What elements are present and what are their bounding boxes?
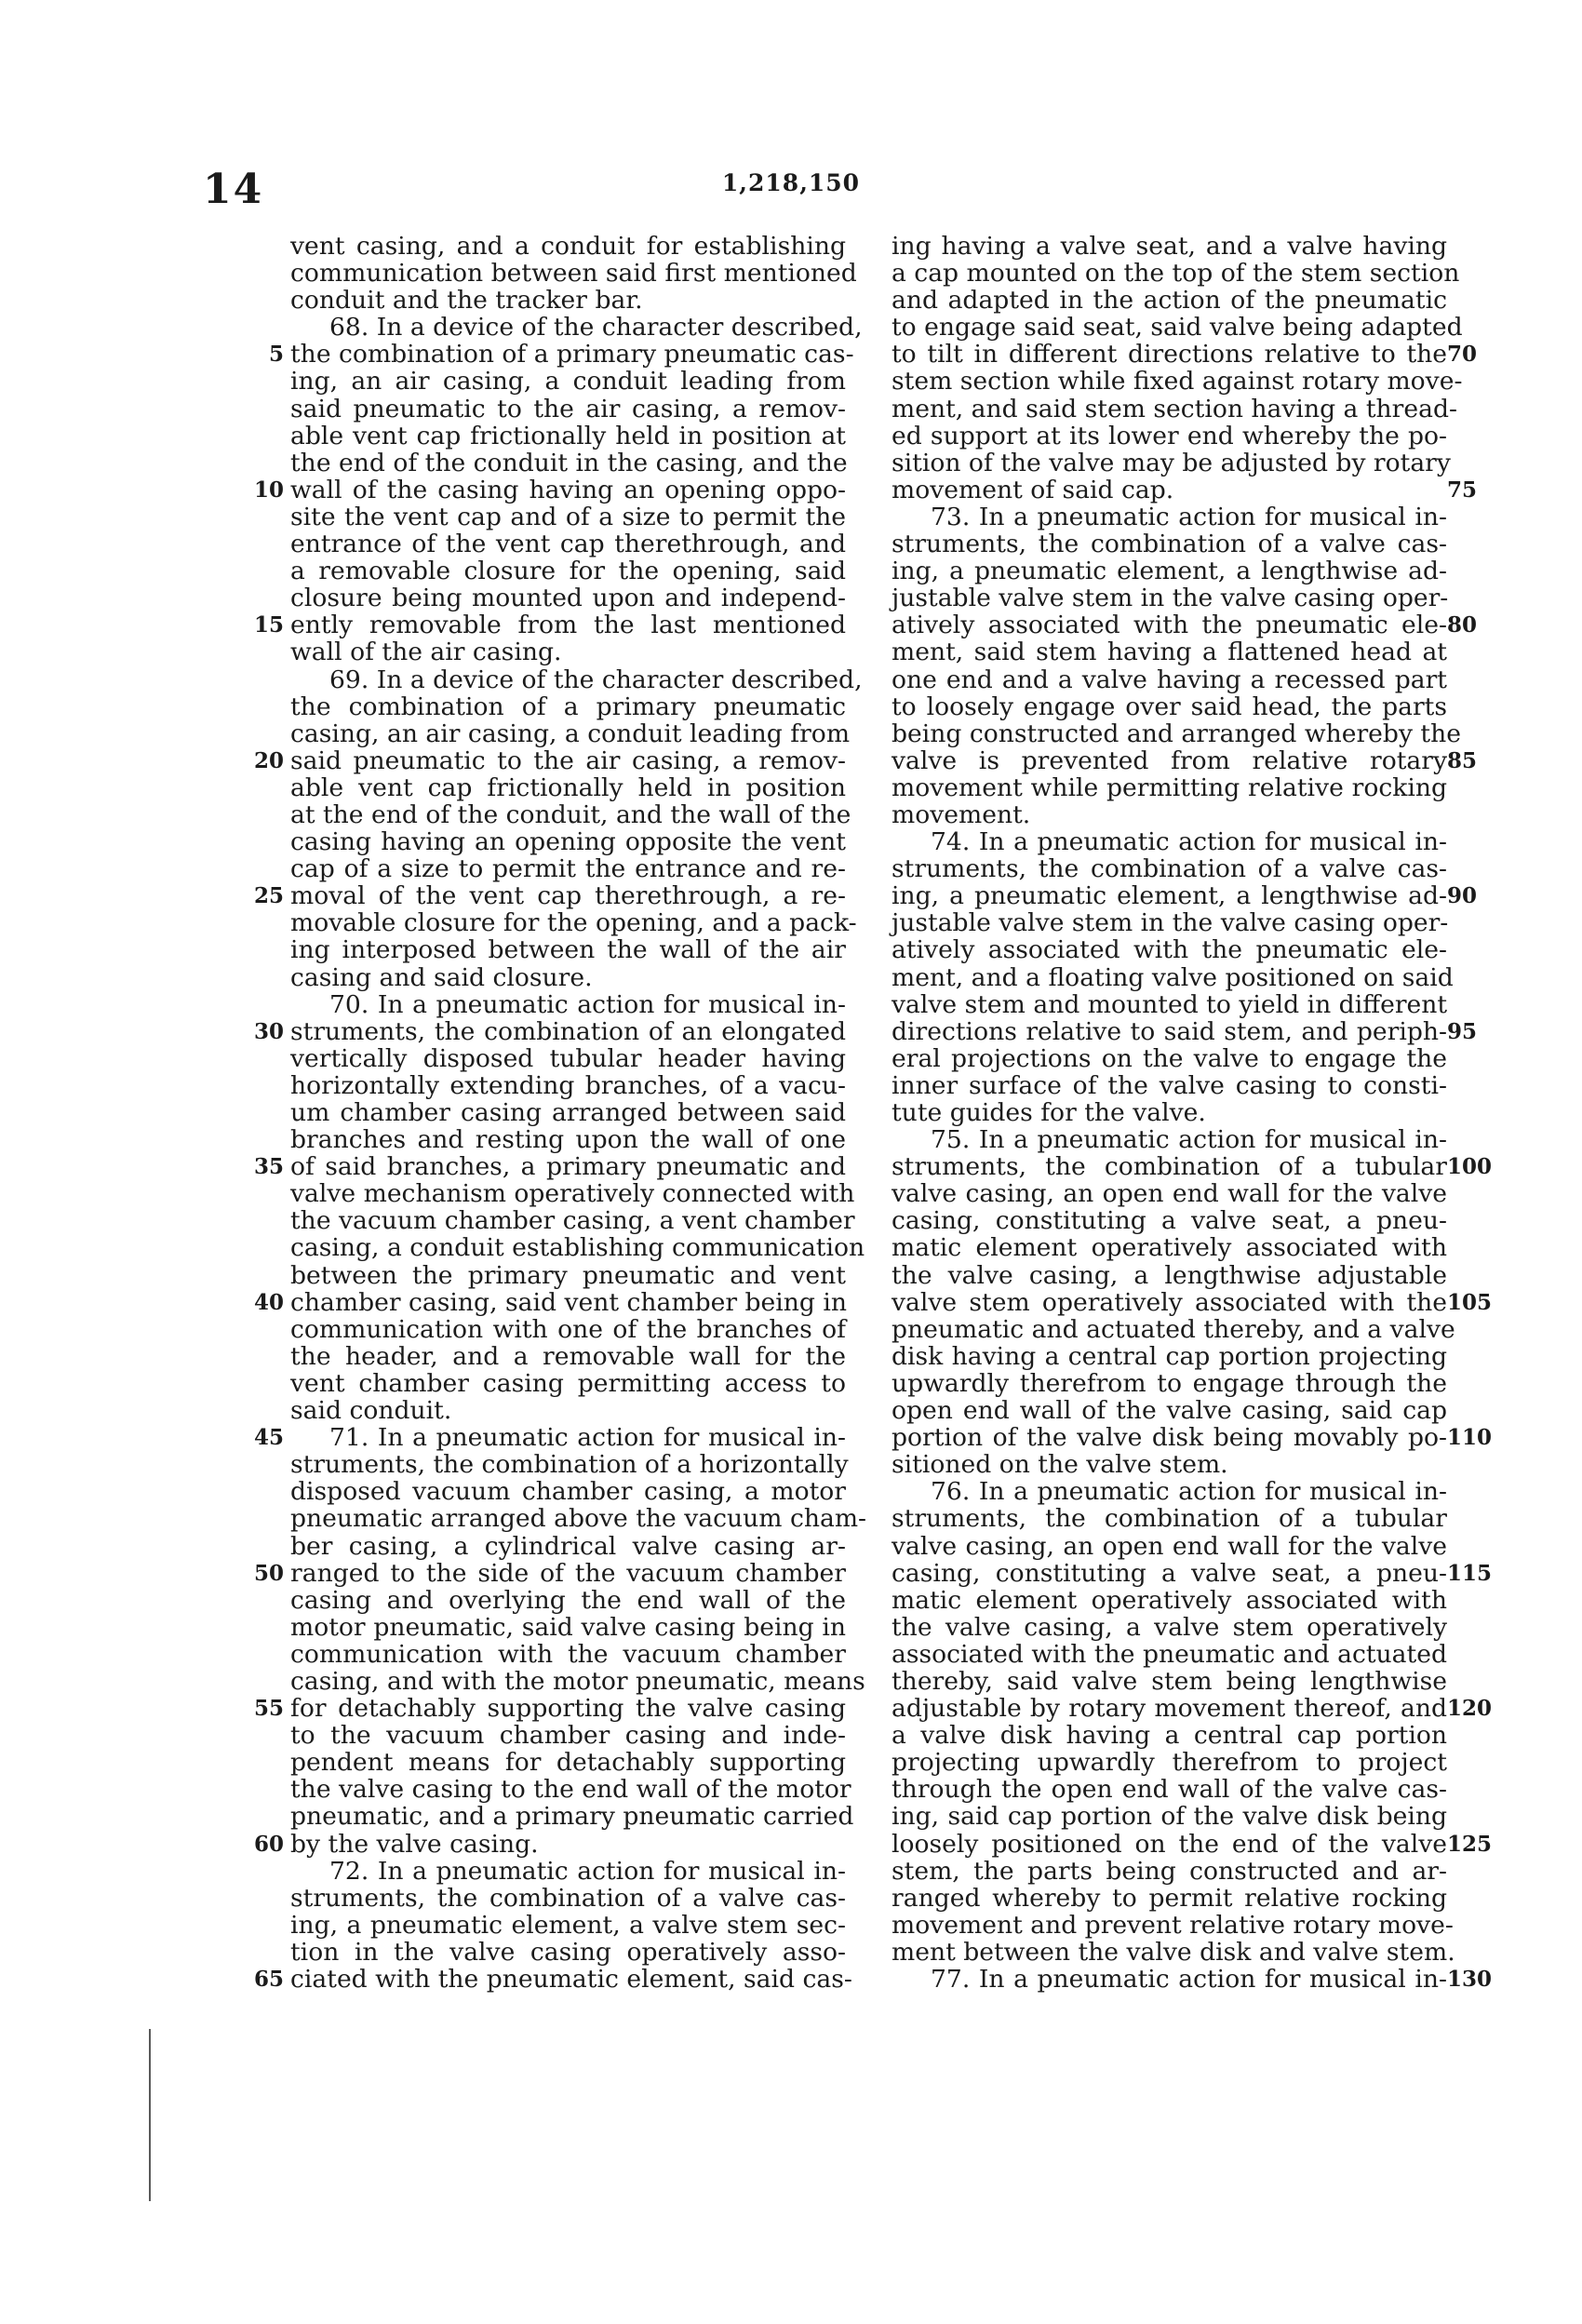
text-line: said pneumatic to the air casing, a remov- [290, 394, 846, 423]
text-line: ently removable from the last mentioned [290, 611, 846, 640]
text-line: chamber casing, said vent chamber being in [290, 1287, 848, 1317]
text-line: able vent cap frictionally held in position at [290, 421, 846, 450]
text-line: struments, the combination of a valve cas- [892, 530, 1447, 559]
text-line: and adapted in the action of the pneumatic [892, 286, 1447, 316]
line-number: 105 [1447, 1289, 1493, 1315]
text-line: to tilt in different directions relative to the [892, 340, 1447, 369]
text-line: valve casing, an open end wall for the valve [892, 1179, 1447, 1209]
text-line: 68. In a device of the character described, [329, 313, 863, 343]
text-line: atively associated with the pneumatic ele- [892, 611, 1447, 640]
line-number: 70 [1447, 342, 1478, 368]
text-line: directions relative to said stem, and periph- [892, 1016, 1447, 1046]
text-line: justable valve stem in the valve casing oper- [892, 584, 1449, 613]
text-line: ber casing, a cylindrical valve casing ar- [290, 1531, 846, 1561]
text-line: 77. In a pneumatic action for musical in- [931, 1965, 1447, 1994]
line-number: 5 [268, 342, 284, 368]
text-line: ing, a pneumatic element, a lengthwise ad- [892, 557, 1447, 586]
text-line: 69. In a device of the character described, [329, 665, 863, 694]
line-number: 95 [1447, 1018, 1478, 1044]
text-line: the valve casing, a valve stem operatively [892, 1612, 1447, 1642]
line-number: 85 [1447, 747, 1478, 773]
text-line: sitioned on the valve stem. [892, 1450, 1228, 1480]
text-line: wall of the air casing. [290, 638, 562, 667]
text-line: 73. In a pneumatic action for musical in- [931, 502, 1447, 531]
text-line: tion in the valve casing operatively asso- [290, 1937, 846, 1967]
line-number: 50 [253, 1560, 284, 1586]
text-line: ment between the valve disk and valve stem. [892, 1937, 1455, 1967]
text-line: through the open end wall of the valve cas- [892, 1775, 1447, 1805]
line-number: 125 [1447, 1831, 1493, 1857]
line-number: 115 [1447, 1560, 1493, 1586]
text-line: site the vent cap and of a size to permit the [290, 502, 846, 531]
line-number: 40 [253, 1289, 284, 1315]
line-number: 110 [1447, 1425, 1493, 1451]
text-line: between the primary pneumatic and vent [290, 1260, 846, 1290]
text-line: vent casing, and a conduit for establishing [290, 232, 846, 261]
text-line: being constructed and arranged whereby the [892, 719, 1461, 748]
text-line: communication between said first mentioned [290, 259, 857, 289]
text-line: tute guides for the valve. [892, 1098, 1206, 1127]
text-line: movement and prevent relative rotary move- [892, 1910, 1454, 1940]
text-line: struments, the combination of a tubular [892, 1152, 1447, 1182]
line-number: 80 [1447, 612, 1478, 638]
line-number: 35 [253, 1154, 284, 1180]
text-line: disposed vacuum chamber casing, a motor [290, 1477, 846, 1507]
text-line: casing, and with the motor pneumatic, means [290, 1666, 865, 1696]
text-line: moval of the vent cap therethrough, a re- [290, 881, 846, 911]
text-line: adjustable by rotary movement thereof, and [892, 1694, 1447, 1724]
text-line: casing, constituting a valve seat, a pneu- [892, 1558, 1447, 1588]
line-number: 100 [1447, 1154, 1493, 1180]
text-line: 71. In a pneumatic action for musical in- [329, 1423, 846, 1453]
line-number: 130 [1447, 1967, 1493, 1993]
text-line: casing, constituting a valve seat, a pneu- [892, 1206, 1447, 1236]
text-line: eral projections on the valve to engage the [892, 1043, 1447, 1073]
text-line: for detachably supporting the valve casing [290, 1694, 846, 1724]
left-text-column [290, 232, 867, 1994]
text-line: valve stem and mounted to yield in different [892, 989, 1448, 1019]
text-line: matic element operatively associated with [892, 1233, 1447, 1263]
text-line: entrance of the vent cap therethrough, and [290, 530, 846, 559]
line-number: 120 [1447, 1696, 1493, 1722]
text-line: loosely positioned on the end of the valve [892, 1829, 1447, 1859]
text-line: ing, said cap portion of the valve disk being [892, 1802, 1447, 1832]
line-number: 30 [253, 1018, 284, 1044]
text-line: ing interposed between the wall of the air [290, 935, 846, 965]
text-line: associated with the pneumatic and actuated [892, 1639, 1447, 1669]
text-line: cap of a size to permit the entrance and re- [290, 854, 846, 884]
text-line: struments, the combination of an elongated [290, 1016, 846, 1046]
text-line: portion of the valve disk being movably po- [892, 1423, 1447, 1453]
text-line: casing and overlying the end wall of the [290, 1585, 846, 1615]
text-line: valve casing, an open end wall for the valve [892, 1531, 1447, 1561]
text-line: the valve casing, a lengthwise adjustable [892, 1260, 1447, 1290]
text-line: a removable closure for the opening, said [290, 557, 846, 586]
text-line: motor pneumatic, said valve casing being in [290, 1612, 846, 1642]
text-line: conduit and the tracker bar. [290, 286, 643, 316]
text-line: ed support at its lower end whereby the po- [892, 421, 1447, 450]
text-line: pneumatic arranged above the vacuum cham- [290, 1504, 867, 1534]
text-line: ranged whereby to permit relative rocking [892, 1883, 1447, 1913]
text-line: struments, the combination of a valve cas- [290, 1883, 846, 1913]
text-line: open end wall of the valve casing, said cap [892, 1396, 1447, 1426]
text-line: projecting upwardly therefrom to project [892, 1748, 1447, 1778]
text-line: sition of the valve may be adjusted by rotary [892, 448, 1451, 477]
text-line: the end of the conduit in the casing, and the [290, 448, 848, 477]
text-line: ment, said stem having a flattened head at [892, 638, 1447, 667]
text-line: stem section while fixed against rotary move- [892, 367, 1463, 396]
text-line: ing, a pneumatic element, a valve stem sec- [290, 1910, 846, 1940]
text-line: pneumatic, and a primary pneumatic carried [290, 1802, 854, 1832]
text-line: movement of said cap. [892, 475, 1174, 504]
text-line: casing having an opening opposite the vent [290, 827, 846, 857]
line-number: 10 [253, 477, 284, 503]
text-line: ing having a valve seat, and a valve having [892, 232, 1447, 261]
text-line: to the vacuum chamber casing and inde- [290, 1721, 846, 1751]
text-line: the vacuum chamber casing, a vent chamber [290, 1206, 855, 1236]
text-line: matic element operatively associated with [892, 1585, 1447, 1615]
text-line: valve stem operatively associated with the [892, 1287, 1447, 1317]
text-line: atively associated with the pneumatic ele- [892, 935, 1447, 965]
text-line: 72. In a pneumatic action for musical in- [329, 1856, 846, 1886]
text-line: to loosely engage over said head, the parts [892, 692, 1447, 721]
scan-edge-rule [149, 2029, 151, 2201]
text-line: casing, an air casing, a conduit leading from [290, 719, 851, 748]
text-line: the header, and a removable wall for the [290, 1341, 846, 1371]
line-number: 45 [253, 1425, 284, 1451]
text-line: 75. In a pneumatic action for musical in- [931, 1125, 1447, 1155]
text-line: wall of the casing having an opening oppo- [290, 475, 846, 504]
text-line: said conduit. [290, 1396, 452, 1426]
text-line: justable valve stem in the valve casing oper- [892, 908, 1449, 938]
line-number: 25 [253, 883, 284, 909]
text-line: horizontally extending branches, of a vacu- [290, 1070, 846, 1100]
text-line: ranged to the side of the vacuum chamber [290, 1558, 846, 1588]
text-line: the valve casing to the end wall of the motor [290, 1775, 851, 1805]
text-line: able vent cap frictionally held in position [290, 772, 846, 802]
text-line: the combination of a primary pneumatic [290, 692, 846, 721]
text-line: movement. [892, 799, 1031, 829]
text-line: ment, and a floating valve positioned on said [892, 962, 1454, 992]
text-line: struments, the combination of a valve cas- [892, 854, 1447, 884]
text-line: movement while permitting relative rocking [892, 772, 1447, 802]
text-line: said pneumatic to the air casing, a remov- [290, 746, 846, 775]
text-line: communication with the vacuum chamber [290, 1639, 846, 1669]
text-line: valve mechanism operatively connected with [290, 1179, 855, 1209]
text-line: to engage said seat, said valve being adapted [892, 313, 1463, 343]
text-line: a cap mounted on the top of the stem section [892, 259, 1460, 289]
line-number: 20 [253, 747, 284, 773]
line-number: 75 [1447, 477, 1478, 503]
text-line: struments, the combination of a tubular [892, 1504, 1447, 1534]
patent-number: 1,218,150 [721, 169, 861, 196]
text-line: branches and resting upon the wall of one [290, 1125, 846, 1155]
text-line: vertically disposed tubular header having [290, 1043, 846, 1073]
text-line: valve is prevented from relative rotary [892, 746, 1447, 775]
text-line: upwardly therefrom to engage through the [892, 1368, 1447, 1398]
text-line: disk having a central cap portion projecting [892, 1341, 1447, 1371]
text-line: vent chamber casing permitting access to [290, 1368, 846, 1398]
text-line: inner surface of the valve casing to consti- [892, 1070, 1447, 1100]
text-line: casing, a conduit establishing communication [290, 1233, 865, 1263]
text-line: by the valve casing. [290, 1829, 539, 1859]
text-line: a valve disk having a central cap portion [892, 1721, 1447, 1751]
text-line: ment, and said stem section having a thread- [892, 394, 1457, 423]
text-line: 76. In a pneumatic action for musical in- [931, 1477, 1447, 1507]
text-line: stem, the parts being constructed and ar- [892, 1856, 1447, 1886]
text-line: the combination of a primary pneumatic cas- [290, 340, 854, 369]
text-line: um chamber casing arranged between said [290, 1098, 846, 1127]
text-line: 74. In a pneumatic action for musical in- [931, 827, 1447, 857]
text-line: pneumatic and actuated thereby, and a valve [892, 1314, 1455, 1344]
text-line: at the end of the conduit, and the wall of the [290, 799, 851, 829]
text-line: movable closure for the opening, and a pack- [290, 908, 857, 938]
line-number: 90 [1447, 883, 1478, 909]
text-line: of said branches, a primary pneumatic and [290, 1152, 846, 1182]
text-line: ing, an air casing, a conduit leading from [290, 367, 846, 396]
text-line: struments, the combination of a horizontally [290, 1450, 849, 1480]
text-line: thereby, said valve stem being lengthwise [892, 1666, 1447, 1696]
page-number: 14 [203, 166, 264, 213]
text-line: ciated with the pneumatic element, said cas- [290, 1965, 852, 1994]
text-line: one end and a valve having a recessed part [892, 665, 1447, 694]
text-line: casing and said closure. [290, 962, 593, 992]
text-line: 70. In a pneumatic action for musical in- [329, 989, 846, 1019]
line-number: 60 [253, 1831, 284, 1857]
line-number: 65 [253, 1967, 284, 1993]
text-line: communication with one of the branches of [290, 1314, 846, 1344]
text-line: closure being mounted upon and independ- [290, 584, 846, 613]
line-number: 15 [253, 612, 284, 638]
text-line: pendent means for detachably supporting [290, 1748, 846, 1778]
text-line: ing, a pneumatic element, a lengthwise ad- [892, 881, 1447, 911]
line-number: 55 [253, 1696, 284, 1722]
